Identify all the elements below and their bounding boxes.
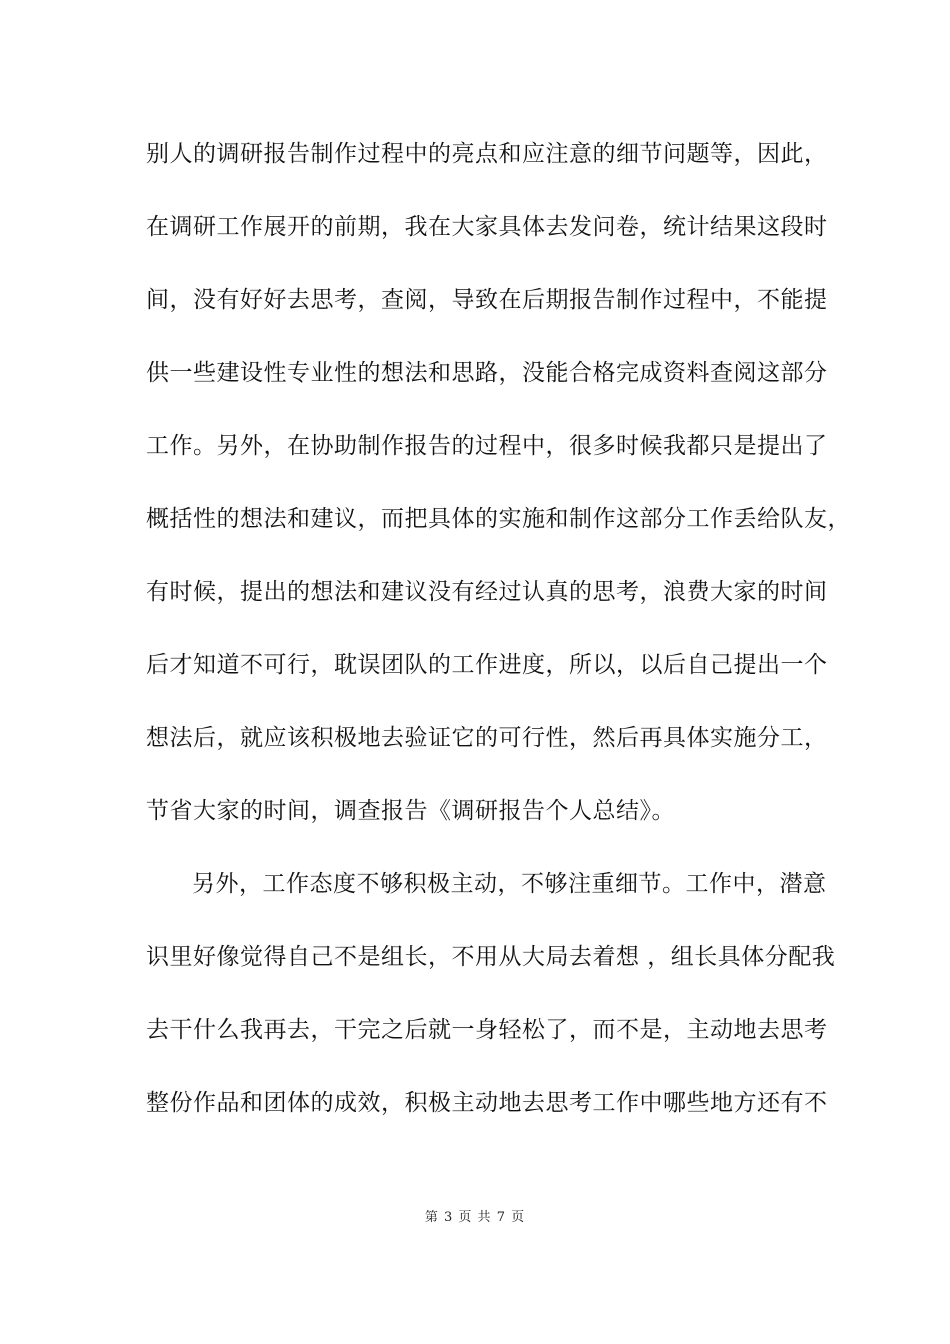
body-text-line: 在调研工作展开的前期，我在大家具体去发问卷，统计结果这段时 (146, 214, 828, 240)
body-text-line: 整份作品和团体的成效，积极主动地去思考工作中哪些地方还有不 (146, 1090, 828, 1116)
body-text-line: 节省大家的时间，调查报告《调研报告个人总结》。 (146, 798, 675, 824)
body-text-line: 别人的调研报告制作过程中的亮点和应注意的细节问题等，因此， (146, 141, 828, 167)
page-number-footer: 第 3 页 共 7 页 (424, 1210, 526, 1225)
body-text-line: 去干什么我再去，干完之后就一身轻松了，而不是，主动地去思考 (146, 1017, 828, 1043)
body-text-line: 识里好像觉得自己不是组长，不用从大局去着想 ，组长具体分配我 (146, 944, 836, 970)
body-text-line: 想法后，就应该积极地去验证它的可行性，然后再具体实施分工， (146, 725, 828, 751)
body-text-line: 供一些建设性专业性的想法和思路，没能合格完成资料查阅这部分 (146, 360, 828, 386)
body-text-line: 工作。另外，在协助制作报告的过程中，很多时候我都只是提出了 (146, 433, 828, 459)
body-text-line: 概括性的想法和建议，而把具体的实施和制作这部分工作丢给队友， (146, 506, 851, 532)
body-text-line: 后才知道不可行，耽误团队的工作进度，所以，以后自己提出一个 (146, 652, 828, 678)
paragraph-first-line: 另外，工作态度不够积极主动，不够注重细节。工作中，潜意 (192, 871, 827, 897)
body-text-line: 有时候，提出的想法和建议没有经过认真的思考，浪费大家的时间 (146, 579, 828, 605)
body-text-line: 间，没有好好去思考，查阅，导致在后期报告制作过程中，不能提 (146, 287, 828, 313)
